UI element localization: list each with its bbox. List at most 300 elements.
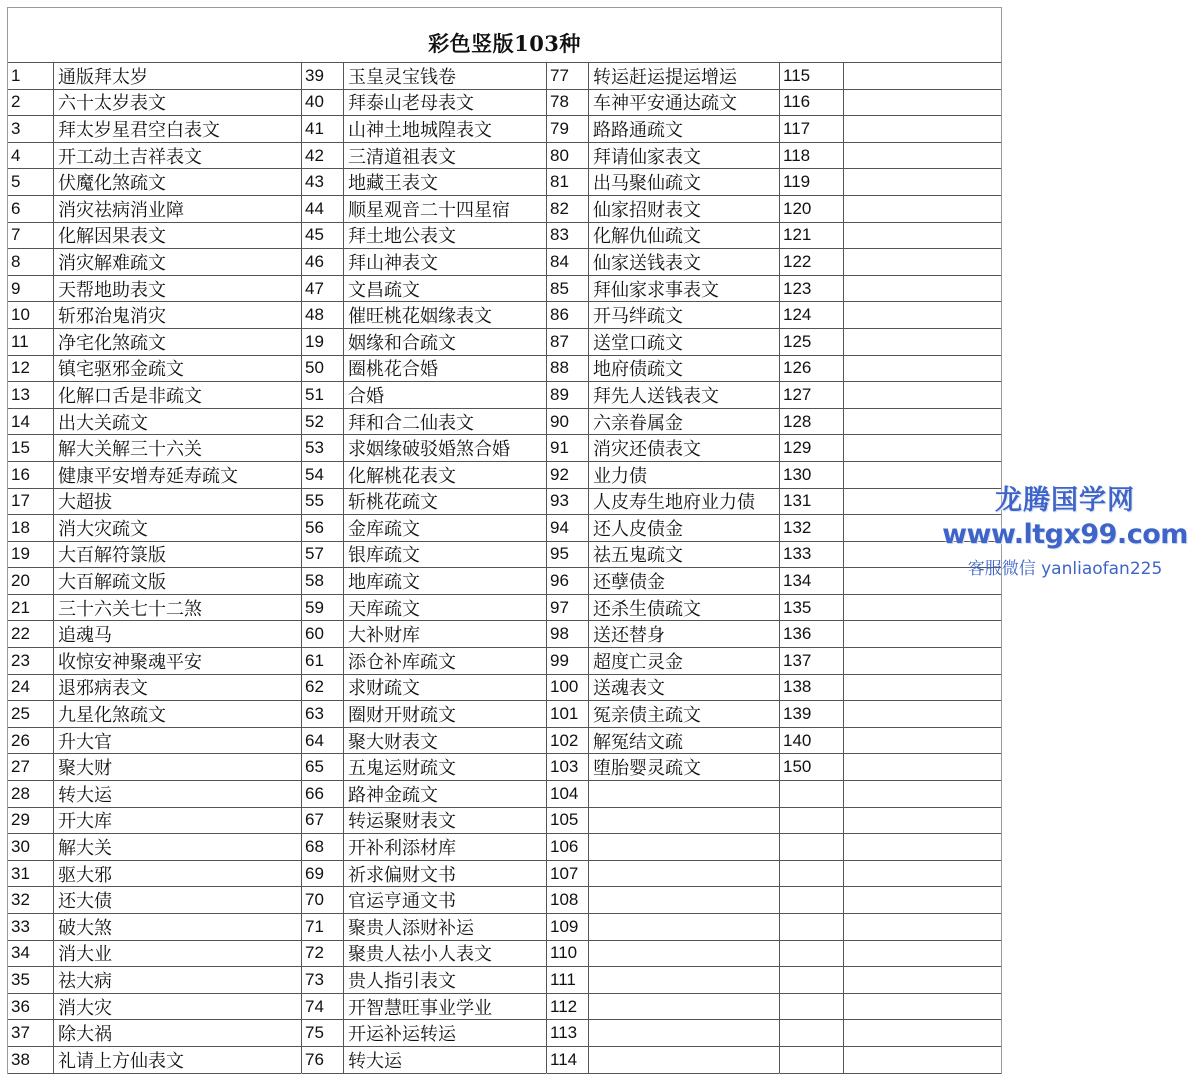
item-name: 除大祸 [58, 1024, 112, 1046]
column-3 [546, 63, 779, 1073]
item-name [589, 861, 779, 887]
item-name: 转运赶运提运增运 [593, 66, 737, 88]
item-name: 追魂马 [58, 625, 112, 647]
item-number: 90 [547, 409, 589, 435]
item-number: 131 [780, 489, 844, 515]
item-number: 31 [8, 861, 54, 887]
table-row [780, 63, 1001, 90]
item-name: 路路通疏文 [593, 119, 683, 141]
item-number: 124 [780, 302, 844, 328]
item-number: 83 [547, 223, 589, 249]
item-name: 健康平安增寿延寿疏文 [58, 465, 238, 487]
table-row [8, 116, 301, 143]
table-row [302, 808, 546, 835]
table-row [8, 754, 301, 781]
item-number [780, 887, 844, 913]
table-row [547, 675, 779, 702]
item-name: 祛大病 [58, 970, 112, 992]
table-row [547, 701, 779, 728]
table-row [780, 781, 1001, 808]
item-number: 15 [8, 435, 54, 461]
table-row [547, 542, 779, 569]
item-number: 91 [547, 435, 589, 461]
table-row [8, 143, 301, 170]
item-number: 88 [547, 356, 589, 382]
table-row [547, 276, 779, 303]
table-row [302, 196, 546, 223]
item-name: 添仓补库疏文 [348, 651, 456, 673]
item-name: 求姻缘破驳婚煞合婚 [348, 439, 510, 461]
item-number: 10 [8, 302, 54, 328]
item-name: 消大业 [58, 944, 112, 966]
table-row [8, 542, 301, 569]
item-name: 开运补运转运 [348, 1024, 456, 1046]
item-number: 80 [547, 143, 589, 169]
item-number [780, 967, 844, 993]
item-number: 107 [547, 861, 589, 887]
table-row [547, 648, 779, 675]
item-number: 45 [302, 223, 344, 249]
item-name [589, 808, 779, 834]
item-name [589, 994, 779, 1020]
table-row [8, 861, 301, 888]
item-name [844, 1047, 1001, 1073]
item-number: 19 [302, 329, 344, 355]
item-name: 化解口舌是非疏文 [58, 385, 202, 407]
item-name: 山神土地城隍表文 [348, 119, 492, 141]
table-row [8, 568, 301, 595]
item-name: 聚大财 [58, 758, 112, 780]
item-number: 130 [780, 462, 844, 488]
table-row [547, 169, 779, 196]
item-name: 解冤结文疏 [593, 731, 683, 753]
table-row [8, 249, 301, 276]
item-name: 消灾祛病消业障 [58, 199, 184, 221]
item-number: 76 [302, 1047, 344, 1073]
item-number: 126 [780, 356, 844, 382]
item-number: 100 [547, 675, 589, 701]
item-number: 19 [8, 542, 54, 568]
table-row [302, 249, 546, 276]
item-number: 51 [302, 382, 344, 408]
table-row [302, 116, 546, 143]
item-number: 96 [547, 568, 589, 594]
item-name: 大百解符箓版 [58, 545, 166, 567]
item-number: 48 [302, 302, 344, 328]
table-row [547, 462, 779, 489]
item-number: 28 [8, 781, 54, 807]
item-name [844, 914, 1001, 940]
item-number: 84 [547, 249, 589, 275]
item-name: 贵人指引表文 [348, 970, 456, 992]
item-number: 103 [547, 754, 589, 780]
item-name: 礼请上方仙表文 [58, 1050, 184, 1072]
item-name: 地府债疏文 [593, 359, 683, 381]
item-name: 求财疏文 [348, 678, 420, 700]
item-name [589, 1047, 779, 1073]
item-name [844, 90, 1001, 116]
item-name [844, 994, 1001, 1020]
table-row [302, 169, 546, 196]
table-row [8, 1020, 301, 1047]
spreadsheet [7, 7, 1002, 1074]
table-row [547, 143, 779, 170]
item-name: 超度亡灵金 [593, 651, 683, 673]
table-row [780, 728, 1001, 755]
item-number: 59 [302, 595, 344, 621]
table-row [8, 223, 301, 250]
item-number: 139 [780, 701, 844, 727]
item-name: 顺星观音二十四星宿 [348, 199, 510, 221]
table-row [780, 169, 1001, 196]
column-2 [301, 63, 546, 1073]
table-row [780, 754, 1001, 781]
item-name: 开马绊疏文 [593, 306, 683, 328]
sheet-title: 彩色竖版103种 [8, 8, 1001, 63]
item-name: 大百解疏文版 [58, 572, 166, 594]
table-row [8, 63, 301, 90]
item-name: 化解桃花表文 [348, 465, 456, 487]
item-number: 68 [302, 834, 344, 860]
table-row [302, 302, 546, 329]
table-row [302, 515, 546, 542]
item-number: 40 [302, 90, 344, 116]
table-row [302, 621, 546, 648]
table-row [302, 941, 546, 968]
table-row [8, 409, 301, 436]
table-row [302, 462, 546, 489]
item-name: 冤亲债主疏文 [593, 705, 701, 727]
item-number: 11 [8, 329, 54, 355]
table-row [547, 861, 779, 888]
item-name [844, 967, 1001, 993]
item-number: 94 [547, 515, 589, 541]
item-name: 三清道祖表文 [348, 146, 456, 168]
item-name [844, 302, 1001, 328]
table-row [547, 754, 779, 781]
item-number: 58 [302, 568, 344, 594]
item-name: 消灾解难疏文 [58, 252, 166, 274]
item-number: 73 [302, 967, 344, 993]
item-name: 玉皇灵宝钱卷 [348, 66, 456, 88]
item-name [589, 1020, 779, 1046]
table-row [547, 116, 779, 143]
item-name: 退邪病表文 [58, 678, 148, 700]
item-number: 30 [8, 834, 54, 860]
item-number [780, 914, 844, 940]
item-number: 71 [302, 914, 344, 940]
item-number: 108 [547, 887, 589, 913]
item-number: 97 [547, 595, 589, 621]
item-name [844, 675, 1001, 701]
item-number: 113 [547, 1020, 589, 1046]
item-name: 通版拜太岁 [58, 66, 148, 88]
item-number: 8 [8, 249, 54, 275]
table-row [780, 90, 1001, 117]
item-name: 还杀生债疏文 [593, 598, 701, 620]
table-row [8, 595, 301, 622]
item-number: 150 [780, 754, 844, 780]
item-number: 136 [780, 621, 844, 647]
item-number: 37 [8, 1020, 54, 1046]
item-number: 123 [780, 276, 844, 302]
table-row [302, 1047, 546, 1074]
item-name: 拜先人送钱表文 [593, 385, 719, 407]
item-number: 114 [547, 1047, 589, 1073]
item-name [844, 196, 1001, 222]
item-number: 23 [8, 648, 54, 674]
table-row [547, 967, 779, 994]
item-name: 拜请仙家表文 [593, 146, 701, 168]
item-name [589, 834, 779, 860]
item-name: 还大债 [58, 891, 112, 913]
column-1 [8, 63, 301, 1073]
table-row [302, 90, 546, 117]
item-number: 43 [302, 169, 344, 195]
item-name: 三十六关七十二煞 [58, 598, 202, 620]
item-name: 净宅化煞疏文 [58, 332, 166, 354]
item-name [844, 728, 1001, 754]
table-row [547, 409, 779, 436]
item-name: 祈求偏财文书 [348, 864, 456, 886]
table-row [780, 143, 1001, 170]
table-row [780, 1020, 1001, 1047]
item-number: 104 [547, 781, 589, 807]
table-row [8, 914, 301, 941]
item-number: 56 [302, 515, 344, 541]
table-row [547, 941, 779, 968]
item-number: 106 [547, 834, 589, 860]
table-row [780, 249, 1001, 276]
table-row [547, 595, 779, 622]
item-name: 六十太岁表文 [58, 93, 166, 115]
item-number: 21 [8, 595, 54, 621]
item-number: 87 [547, 329, 589, 355]
item-number: 95 [547, 542, 589, 568]
table-row [8, 675, 301, 702]
item-name: 开补利添材库 [348, 838, 456, 860]
table-row [302, 701, 546, 728]
table-row [8, 489, 301, 516]
table-row [780, 116, 1001, 143]
table-row [302, 143, 546, 170]
item-number: 12 [8, 356, 54, 382]
item-name: 还孽债金 [593, 572, 665, 594]
table-row [302, 728, 546, 755]
table-row [547, 63, 779, 90]
item-name: 五鬼运财疏文 [348, 758, 456, 780]
table-row [8, 887, 301, 914]
table-row [302, 63, 546, 90]
item-name [589, 941, 779, 967]
item-number: 85 [547, 276, 589, 302]
item-name: 斩邪治鬼消灾 [58, 306, 166, 328]
item-number: 99 [547, 648, 589, 674]
table-row [547, 728, 779, 755]
item-name: 仙家招财表文 [593, 199, 701, 221]
item-number: 105 [547, 808, 589, 834]
table-row [547, 1047, 779, 1074]
item-number: 14 [8, 409, 54, 435]
table-row [780, 409, 1001, 436]
item-name: 开大库 [58, 811, 112, 833]
item-number [780, 994, 844, 1020]
item-number: 41 [302, 116, 344, 142]
table-row [8, 169, 301, 196]
watermark-brand: 龙腾国学网 [995, 485, 1135, 516]
item-name [844, 329, 1001, 355]
item-name: 路神金疏文 [348, 784, 438, 806]
item-name [844, 781, 1001, 807]
item-name: 斩桃花疏文 [348, 492, 438, 514]
item-name: 金库疏文 [348, 518, 420, 540]
table-row [547, 249, 779, 276]
item-name [844, 808, 1001, 834]
item-number: 42 [302, 143, 344, 169]
item-number: 117 [780, 116, 844, 142]
table-row [302, 223, 546, 250]
table-row [302, 356, 546, 383]
item-number: 128 [780, 409, 844, 435]
table-row [547, 329, 779, 356]
table-row [547, 489, 779, 516]
item-number: 109 [547, 914, 589, 940]
item-name [844, 249, 1001, 275]
item-name: 拜土地公表文 [348, 226, 456, 248]
item-number [780, 834, 844, 860]
item-number: 7 [8, 223, 54, 249]
item-number [780, 1020, 844, 1046]
table-row [780, 887, 1001, 914]
item-name: 消大灾疏文 [58, 518, 148, 540]
item-number: 27 [8, 754, 54, 780]
item-number: 118 [780, 143, 844, 169]
table-row [780, 834, 1001, 861]
table-row [8, 435, 301, 462]
table-row [302, 781, 546, 808]
table-row [302, 382, 546, 409]
table-row [780, 941, 1001, 968]
item-name: 化解仇仙疏文 [593, 226, 701, 248]
item-number: 38 [8, 1047, 54, 1073]
item-number: 3 [8, 116, 54, 142]
item-name: 转大运 [58, 784, 112, 806]
table-row [302, 754, 546, 781]
item-number: 127 [780, 382, 844, 408]
table-row [547, 914, 779, 941]
item-number: 77 [547, 63, 589, 89]
item-name: 大补财库 [348, 625, 420, 647]
item-number: 67 [302, 808, 344, 834]
item-number: 120 [780, 196, 844, 222]
item-name: 还人皮债金 [593, 518, 683, 540]
table-row [8, 302, 301, 329]
table-row [547, 808, 779, 835]
table-row [302, 648, 546, 675]
item-number: 93 [547, 489, 589, 515]
item-name: 转运聚财表文 [348, 811, 456, 833]
item-number: 119 [780, 169, 844, 195]
item-name [844, 595, 1001, 621]
item-name: 消大灾 [58, 997, 112, 1019]
item-name: 官运亨通文书 [348, 891, 456, 913]
item-name: 解大关 [58, 838, 112, 860]
table-row [302, 489, 546, 516]
table-row [8, 90, 301, 117]
table-row [547, 781, 779, 808]
item-name: 收惊安神聚魂平安 [58, 651, 202, 673]
item-number: 69 [302, 861, 344, 887]
item-name: 地库疏文 [348, 572, 420, 594]
item-number: 9 [8, 276, 54, 302]
item-number: 137 [780, 648, 844, 674]
table-row [547, 196, 779, 223]
item-number: 57 [302, 542, 344, 568]
item-name [844, 116, 1001, 142]
table-row [780, 675, 1001, 702]
item-name: 消灾还债表文 [593, 439, 701, 461]
item-number: 63 [302, 701, 344, 727]
table-row [547, 1020, 779, 1047]
item-name: 聚贵人祛小人表文 [348, 944, 492, 966]
table-row [302, 914, 546, 941]
table-row [547, 302, 779, 329]
item-name [844, 701, 1001, 727]
item-number: 132 [780, 515, 844, 541]
item-number [780, 781, 844, 807]
item-name [844, 834, 1001, 860]
item-number: 135 [780, 595, 844, 621]
item-name: 开工动土吉祥表文 [58, 146, 202, 168]
item-name [844, 409, 1001, 435]
table-row [8, 781, 301, 808]
item-name [844, 276, 1001, 302]
table-row [780, 382, 1001, 409]
item-name [589, 914, 779, 940]
item-name: 人皮寿生地府业力债 [593, 492, 755, 514]
item-number [780, 941, 844, 967]
item-name [844, 223, 1001, 249]
item-name [589, 887, 779, 913]
table-row [302, 595, 546, 622]
table-row [780, 621, 1001, 648]
item-name: 姻缘和合疏文 [348, 332, 456, 354]
table-row [8, 967, 301, 994]
table-row [8, 941, 301, 968]
item-number: 115 [780, 63, 844, 89]
item-number: 52 [302, 409, 344, 435]
item-name: 出大关疏文 [58, 412, 148, 434]
item-number: 55 [302, 489, 344, 515]
item-name: 送堂口疏文 [593, 332, 683, 354]
item-number [780, 861, 844, 887]
table-row [8, 276, 301, 303]
item-name: 聚大财表文 [348, 731, 438, 753]
table-row [780, 329, 1001, 356]
item-number: 86 [547, 302, 589, 328]
item-number: 46 [302, 249, 344, 275]
item-number: 13 [8, 382, 54, 408]
item-name: 镇宅驱邪金疏文 [58, 359, 184, 381]
item-name: 拜和合二仙表文 [348, 412, 474, 434]
table-row [547, 515, 779, 542]
watermark-contact: 客服微信 yanliaofan225 [967, 559, 1163, 579]
item-number: 82 [547, 196, 589, 222]
item-name [844, 648, 1001, 674]
table-row [780, 967, 1001, 994]
item-number: 54 [302, 462, 344, 488]
item-number: 72 [302, 941, 344, 967]
